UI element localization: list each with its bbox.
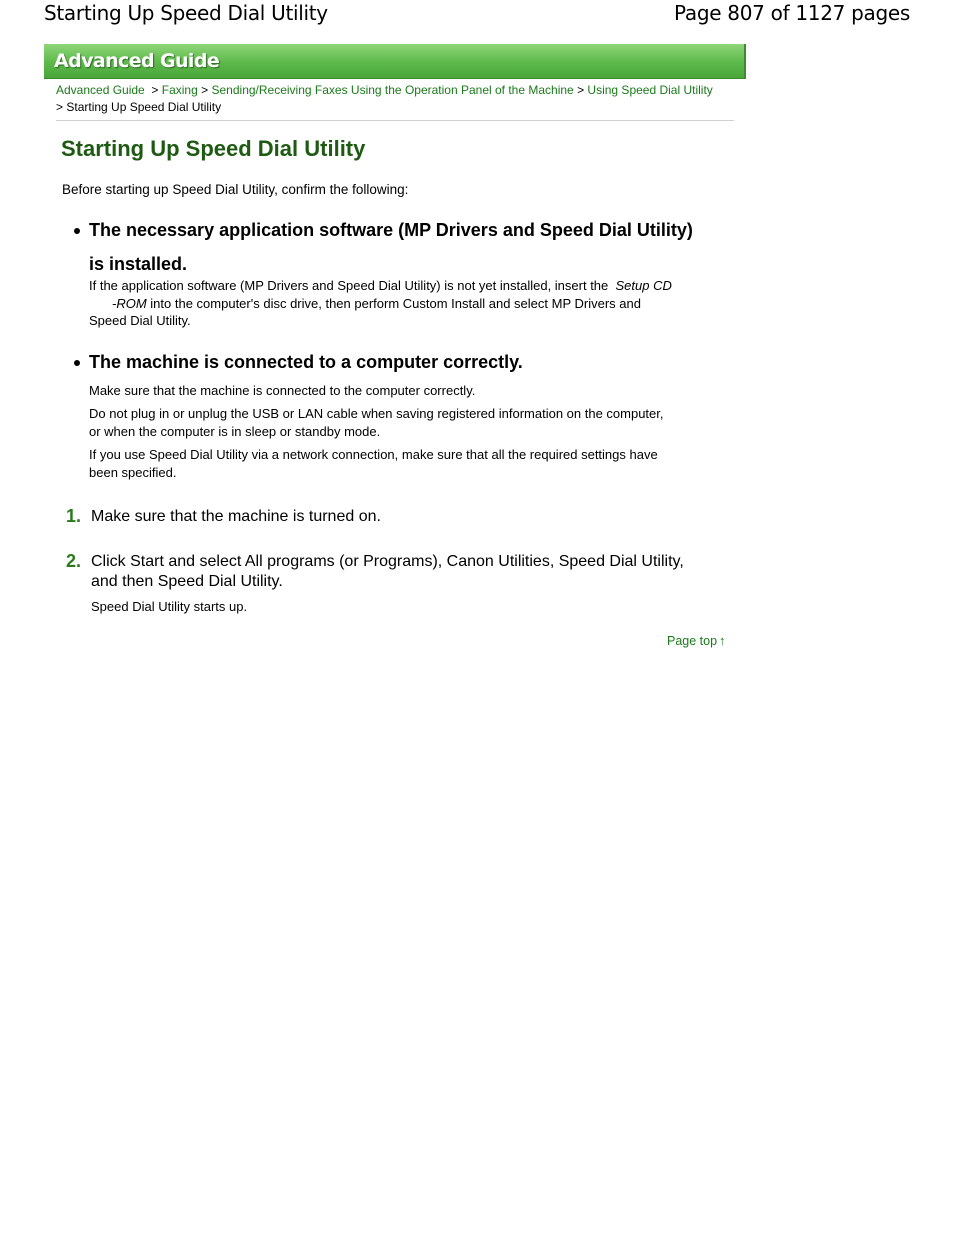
check-heading-connection: The machine is connected to a computer correctly. <box>89 352 523 372</box>
step-text: Make sure that the machine is turned on. <box>91 508 381 525</box>
step-number: 1. <box>66 506 82 526</box>
breadcrumb-sending-receiving[interactable]: Sending/Receiving Faxes Using the Operation Panel of the Machine <box>211 83 574 97</box>
check-body-cable: Do not plug in or unplug the USB or LAN cable when saving registered information on the computer, <box>89 406 664 421</box>
document-title: Starting Up Speed Dial Utility <box>44 1 328 25</box>
breadcrumb <box>56 82 716 115</box>
check-body-software <box>89 277 672 295</box>
bullet-icon <box>74 360 80 366</box>
breadcrumb-separator: > <box>151 83 159 97</box>
advanced-guide-banner <box>44 44 746 79</box>
arrow-up-icon: ↑ <box>719 633 726 648</box>
breadcrumb-using-speed-dial[interactable]: Using Speed Dial Utility <box>587 83 713 97</box>
breadcrumb-separator: > <box>577 83 585 97</box>
check-body-network: If you use Speed Dial Utility via a network connection, make sure that all the required settings have <box>89 447 658 462</box>
page-top-label: Page top <box>667 634 718 648</box>
page-title: Starting Up Speed Dial Utility <box>61 136 366 161</box>
check-heading-software-cont: is installed. <box>89 254 188 274</box>
step-result: Speed Dial Utility starts up. <box>91 599 248 614</box>
setup-cd-label: Setup CD <box>615 278 672 293</box>
page-top-link[interactable] <box>667 633 726 648</box>
bullet-icon <box>74 228 80 234</box>
setup-cd-label-cont: -ROM <box>112 296 147 311</box>
breadcrumb-faxing[interactable]: Faxing <box>161 83 198 97</box>
step-number: 2. <box>66 551 82 571</box>
check-body-network-cont: been specified. <box>89 465 177 480</box>
banner-label: Advanced Guide <box>54 50 220 72</box>
check-body-text: into the computer's disc drive, then perform Custom Install and select MP Drivers and <box>150 296 641 311</box>
step-text-cont: and then Speed Dial Utility. <box>91 573 283 590</box>
page-counter: Page 807 of 1127 pages <box>674 1 910 25</box>
check-heading-software: The necessary application software (MP Drivers and Speed Dial Utility) <box>89 220 693 240</box>
breadcrumb-separator: > <box>56 99 64 114</box>
check-body-connection: Make sure that the machine is connected to the computer correctly. <box>89 383 476 398</box>
check-body-software-2 <box>112 295 641 313</box>
breadcrumb-advanced-guide[interactable]: Advanced Guide <box>56 83 145 97</box>
step-text: Click Start and select All programs (or Programs), Canon Utilities, Speed Dial Utility, <box>91 553 684 570</box>
breadcrumb-current: Starting Up Speed Dial Utility <box>66 99 222 114</box>
breadcrumb-separator: > <box>201 83 209 97</box>
check-body-text: If the application software (MP Drivers and Speed Dial Utility) is not yet installed, insert the <box>89 278 609 293</box>
check-body-cable-cont: or when the computer is in sleep or standby mode. <box>89 424 381 439</box>
intro-text: Before starting up Speed Dial Utility, confirm the following: <box>62 182 409 197</box>
check-body-software-3: Speed Dial Utility. <box>89 313 191 328</box>
divider <box>56 120 734 121</box>
